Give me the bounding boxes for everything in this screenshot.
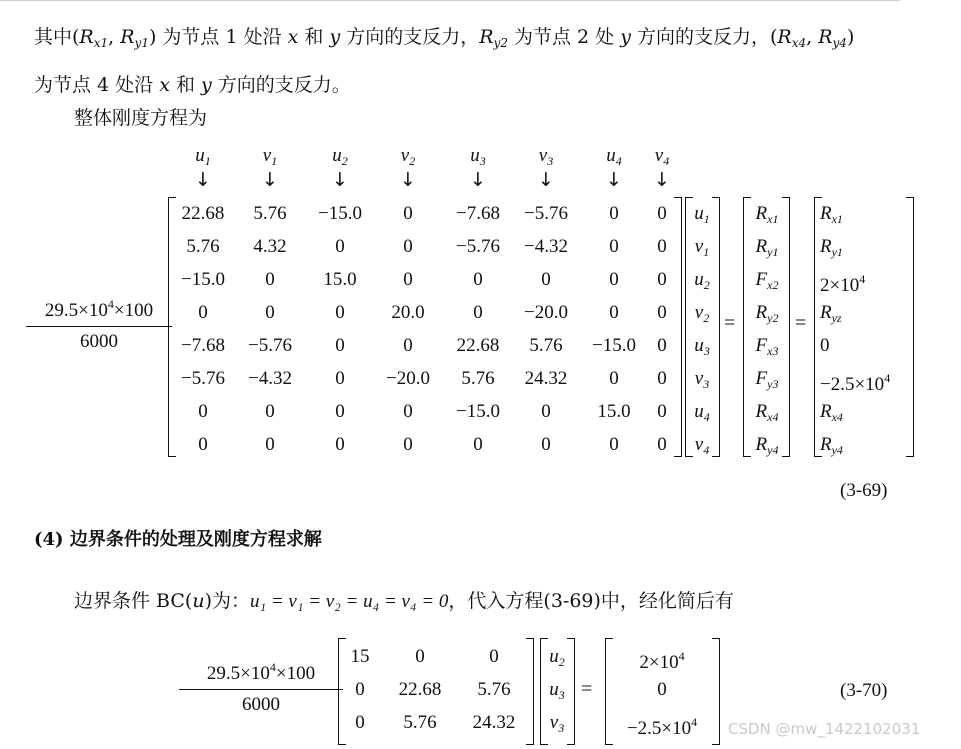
value-text: 0 — [657, 679, 667, 700]
text: 和 — [169, 74, 202, 96]
force-entry — [756, 428, 779, 461]
down-arrow-icon: ↓ — [470, 169, 486, 191]
coefficient-denominator: 6000 — [179, 689, 343, 716]
matrix-cell: −4.32 — [524, 236, 568, 257]
displacement-entry — [695, 230, 709, 263]
symbol: F — [755, 368, 768, 389]
matrix-column — [307, 197, 373, 461]
symbol: v — [549, 712, 559, 733]
force-entry — [756, 263, 779, 296]
subscript: 3 — [703, 377, 710, 391]
column-header — [388, 145, 428, 191]
symbol: u — [694, 401, 704, 422]
subscript: y2 — [767, 311, 779, 325]
boundary-equation: u₁ = v₁ = v₂ = u₄ = v₄ = 0 — [249, 591, 449, 612]
matrix-cell: 0 — [403, 236, 413, 257]
superscript: 4 — [678, 649, 685, 663]
subscript: 4 — [703, 410, 710, 424]
column-header-label — [263, 145, 277, 169]
eq69-equals-1: = — [724, 312, 736, 334]
matrix-cell: 0 — [415, 646, 425, 667]
displacement-entry — [694, 395, 710, 428]
matrix-cell: 22.68 — [398, 679, 442, 700]
subscript: 2 — [341, 154, 348, 168]
eq69-displacement-vector — [689, 197, 715, 461]
value-entry — [820, 197, 843, 230]
symbol-R: R — [777, 26, 792, 48]
down-arrow-icon: ↓ — [654, 169, 670, 191]
text: 为节点 4 处沿 — [34, 74, 160, 96]
rhs-entry — [627, 706, 697, 739]
eq69-force-vector — [747, 197, 787, 461]
symbol: R — [820, 236, 832, 257]
down-arrow-icon: ↓ — [195, 169, 211, 191]
matrix-cell: 0 — [657, 434, 667, 455]
matrix-cell: 0 — [609, 368, 619, 389]
symbol: R — [820, 203, 832, 224]
matrix-cell: 20.0 — [391, 302, 425, 323]
text: , — [806, 26, 819, 48]
symbol: R — [755, 302, 768, 323]
matrix-column — [378, 197, 438, 461]
subscript: 2 — [409, 154, 416, 168]
matrix-column — [340, 640, 380, 739]
symbol: u — [694, 269, 704, 290]
subscript: x2 — [767, 278, 779, 292]
matrix-cell: 0 — [335, 302, 345, 323]
force-entry — [756, 362, 779, 395]
matrix-cell: 0 — [473, 302, 483, 323]
matrix-cell: 5.76 — [253, 203, 287, 224]
matrix-cell: 24.32 — [472, 712, 516, 733]
rhs-entry — [657, 673, 667, 706]
subscript: 4 — [703, 443, 710, 457]
matrix-cell: −15.0 — [181, 269, 225, 290]
column-header-label — [401, 145, 415, 169]
matrix-cell: −15.0 — [456, 401, 500, 422]
symbol-R: R — [818, 26, 833, 48]
matrix-cell: 0 — [265, 302, 275, 323]
down-arrow-icon: ↓ — [606, 169, 622, 191]
force-entry — [756, 197, 779, 230]
force-entry — [756, 296, 779, 329]
matrix-column — [461, 640, 527, 739]
matrix-cell: 0 — [403, 269, 413, 290]
section-heading: (4) 边界条件的处理及刚度方程求解 — [34, 529, 322, 550]
displacement-entry — [549, 640, 565, 673]
matrix-cell: 0 — [609, 302, 619, 323]
subscript: 3 — [558, 721, 565, 735]
matrix-cell: 0 — [335, 434, 345, 455]
subscript: 1 — [703, 245, 710, 259]
symbol: u — [470, 145, 480, 166]
matrix-column — [650, 197, 674, 461]
value-entry — [820, 395, 843, 428]
subscript: y3 — [767, 377, 779, 391]
symbol-u: u — [192, 590, 205, 612]
subscript: 1 — [703, 212, 710, 226]
subscript: y2 — [493, 36, 508, 50]
symbol: R — [755, 401, 768, 422]
matrix-cell: 0 — [403, 335, 413, 356]
matrix-cell: 0 — [609, 434, 619, 455]
matrix-cell: 0 — [335, 236, 345, 257]
displacement-entry — [695, 362, 709, 395]
column-header — [183, 145, 223, 191]
subscript: 4 — [663, 154, 670, 168]
matrix-column — [582, 197, 646, 461]
text: 方向的支反力。 — [211, 74, 351, 96]
superscript: 4 — [691, 715, 698, 729]
symbol: v — [400, 145, 410, 166]
symbol: u — [332, 145, 342, 166]
matrix-cell: 5.76 — [186, 236, 220, 257]
matrix-cell: 0 — [541, 434, 551, 455]
matrix-cell: 0 — [355, 712, 365, 733]
symbol: u — [549, 646, 559, 667]
value-text: −2.5×10 — [626, 718, 692, 739]
matrix-cell: 0 — [657, 302, 667, 323]
matrix-cell: 4.32 — [253, 236, 287, 257]
displacement-entry — [549, 673, 565, 706]
value-entry — [820, 329, 830, 362]
matrix-cell: −7.68 — [456, 203, 500, 224]
subscript: 3 — [547, 154, 554, 168]
column-header — [594, 145, 634, 191]
subscript: y4 — [832, 36, 847, 50]
matrix-cell: 0 — [541, 401, 551, 422]
value-text: 0 — [820, 335, 830, 356]
superscript: 4 — [884, 371, 891, 385]
matrix-cell: 22.68 — [181, 203, 225, 224]
subscript: x4 — [767, 410, 779, 424]
symbol-x: x — [287, 26, 299, 48]
force-entry — [756, 395, 779, 428]
displacement-entry — [694, 197, 710, 230]
symbol: u — [694, 203, 704, 224]
subscript: x1 — [767, 212, 779, 226]
matrix-cell: −5.76 — [456, 236, 500, 257]
subscript: y4 — [767, 443, 779, 457]
matrix-cell: 0 — [403, 401, 413, 422]
symbol: u — [694, 335, 704, 356]
eq69-value-vector — [820, 197, 910, 461]
text: 其中( — [34, 26, 80, 48]
matrix-cell: −5.76 — [248, 335, 292, 356]
matrix-cell: −5.76 — [524, 203, 568, 224]
matrix-cell: 0 — [609, 203, 619, 224]
eq70-rhs-vector — [610, 640, 714, 739]
matrix-cell: 0 — [335, 401, 345, 422]
eq69-equals-2: = — [795, 312, 807, 334]
symbol: v — [262, 145, 272, 166]
subscript: y1 — [831, 245, 843, 259]
matrix-cell: 15.0 — [323, 269, 357, 290]
symbol: v — [694, 368, 704, 389]
coefficient-numerator: $29.5\times 10^4\times 100$ — [206, 660, 316, 684]
subscript: y4 — [831, 443, 843, 457]
eq70-equals: = — [581, 678, 593, 700]
down-arrow-icon: ↓ — [262, 169, 278, 191]
matrix-column — [387, 640, 453, 739]
displacement-entry — [550, 706, 564, 739]
symbol: v — [654, 145, 664, 166]
matrix-cell: 15 — [350, 646, 370, 667]
symbol: v — [694, 302, 704, 323]
superscript: 4 — [859, 272, 866, 286]
matrix-cell: −7.68 — [181, 335, 225, 356]
column-header — [458, 145, 498, 191]
symbol: R — [820, 302, 832, 323]
column-header-label — [606, 145, 622, 169]
matrix-cell: 0 — [403, 434, 413, 455]
matrix-cell: 5.76 — [477, 679, 511, 700]
symbol-y: y — [620, 26, 631, 48]
symbol-R: R — [479, 26, 494, 48]
value-entry — [820, 296, 842, 329]
text: )为： — [204, 590, 250, 612]
subscript: 2 — [558, 655, 565, 669]
column-header-label — [539, 145, 553, 169]
matrix-column — [171, 197, 235, 461]
text: 方向的支反力，( — [630, 26, 778, 48]
symbol: F — [755, 335, 768, 356]
eq70-coefficient — [183, 660, 339, 716]
coefficient-numerator: $29.5\times 10^4\times 100$ — [44, 297, 154, 321]
matrix-column — [240, 197, 300, 461]
matrix-cell: 5.76 — [403, 712, 437, 733]
symbol-y: y — [201, 74, 212, 96]
eq70-matrix-right-bracket — [526, 638, 534, 745]
matrix-cell: 5.76 — [461, 368, 495, 389]
matrix-cell: −5.76 — [181, 368, 225, 389]
symbol-R: R — [79, 26, 94, 48]
matrix-cell: 5.76 — [529, 335, 563, 356]
matrix-cell: 0 — [657, 335, 667, 356]
matrix-cell: 0 — [657, 236, 667, 257]
displacement-entry — [695, 428, 709, 461]
symbol: v — [538, 145, 548, 166]
value-text: 2×10 — [820, 275, 860, 296]
symbol: R — [820, 434, 832, 455]
column-header-label — [332, 145, 348, 169]
subscript: x3 — [767, 344, 779, 358]
matrix-cell: 0 — [657, 269, 667, 290]
matrix-cell: 0 — [335, 368, 345, 389]
matrix-cell: 0 — [609, 236, 619, 257]
matrix-cell: 0 — [198, 302, 208, 323]
subscript: 3 — [703, 344, 710, 358]
symbol: u — [549, 679, 559, 700]
matrix-cell: 0 — [265, 269, 275, 290]
text: 为节点 2 处 — [507, 26, 621, 48]
force-entry — [756, 230, 779, 263]
intro-line-1 — [34, 22, 854, 50]
column-header-label — [655, 145, 669, 169]
matrix-cell: 0 — [489, 646, 499, 667]
value-text: −2.5×10 — [820, 374, 885, 395]
matrix-cell: 0 — [265, 401, 275, 422]
down-arrow-icon: ↓ — [538, 169, 554, 191]
subscript: 3 — [558, 688, 565, 702]
top-rule — [0, 0, 900, 1]
subscript: 1 — [204, 154, 211, 168]
subscript: y1 — [134, 36, 149, 50]
value-entry — [820, 230, 843, 263]
matrix-cell: 0 — [609, 269, 619, 290]
matrix-column — [444, 197, 512, 461]
subscript: x4 — [831, 410, 843, 424]
text: 和 — [298, 26, 330, 48]
symbol: v — [694, 236, 704, 257]
matrix-column — [514, 197, 578, 461]
displacement-entry — [695, 296, 709, 329]
matrix-cell: 0 — [355, 679, 365, 700]
matrix-cell: −20.0 — [386, 368, 430, 389]
symbol: u — [195, 145, 205, 166]
eq70-number: (3-70) — [840, 680, 888, 701]
symbol-x: x — [159, 74, 170, 96]
matrix-cell: 0 — [541, 269, 551, 290]
matrix-cell: 0 — [198, 401, 208, 422]
text: 方向的支反力， — [340, 26, 480, 48]
text: , — [108, 26, 121, 48]
eq69-matrix-right-bracket — [674, 197, 682, 457]
matrix-cell: 0 — [265, 434, 275, 455]
force-entry — [756, 329, 779, 362]
matrix-cell: 0 — [657, 368, 667, 389]
intro-line-3: 整体刚度方程为 — [74, 107, 208, 129]
subscript: 3 — [479, 154, 486, 168]
subscript: 4 — [615, 154, 622, 168]
column-header-label — [195, 145, 211, 169]
symbol: R — [755, 434, 768, 455]
symbol: R — [755, 236, 768, 257]
subscript: 2 — [703, 278, 710, 292]
down-arrow-icon: ↓ — [332, 169, 348, 191]
rhs-entry — [639, 640, 684, 673]
matrix-cell: 24.32 — [524, 368, 568, 389]
eq70-displacement-vector — [544, 640, 570, 739]
value-entry — [820, 428, 843, 461]
boundary-condition-line — [74, 586, 734, 613]
matrix-cell: 0 — [198, 434, 208, 455]
value-entry — [820, 263, 865, 296]
matrix-cell: 22.68 — [456, 335, 500, 356]
symbol-R: R — [120, 26, 135, 48]
matrix-cell: 0 — [473, 434, 483, 455]
symbol: v — [694, 434, 704, 455]
text: ) 为节点 1 处沿 — [148, 26, 288, 48]
symbol-y: y — [329, 26, 341, 48]
subscript: 2 — [703, 311, 710, 325]
subscript: yz — [831, 311, 842, 325]
displacement-entry — [694, 263, 710, 296]
text: 边界条件 BC( — [74, 590, 193, 612]
symbol: R — [820, 401, 832, 422]
down-arrow-icon: ↓ — [400, 169, 416, 191]
displacement-entry — [694, 329, 710, 362]
text: ) — [846, 26, 855, 48]
symbol: R — [755, 203, 768, 224]
eq69-number: (3-69) — [840, 480, 888, 501]
column-header — [642, 145, 682, 191]
csdn-watermark: CSDN @mw_1422102031 — [728, 720, 921, 738]
column-header — [250, 145, 290, 191]
matrix-cell: −15.0 — [318, 203, 362, 224]
matrix-cell: 0 — [473, 269, 483, 290]
matrix-cell: −15.0 — [592, 335, 636, 356]
text: ，代入方程(3-69)中，经化简后有 — [448, 590, 734, 612]
symbol: F — [755, 269, 768, 290]
symbol: u — [606, 145, 616, 166]
value-entry — [820, 362, 890, 395]
matrix-cell: 15.0 — [597, 401, 631, 422]
subscript: 1 — [271, 154, 278, 168]
subscript: y1 — [767, 245, 779, 259]
column-header-label — [470, 145, 486, 169]
matrix-cell: −4.32 — [248, 368, 292, 389]
matrix-cell: 0 — [335, 335, 345, 356]
matrix-cell: 0 — [657, 203, 667, 224]
column-header — [320, 145, 360, 191]
matrix-cell: 0 — [403, 203, 413, 224]
subscript: x4 — [791, 36, 807, 50]
coefficient-denominator: 6000 — [26, 326, 172, 353]
intro-line-2 — [34, 70, 351, 97]
matrix-cell: 0 — [657, 401, 667, 422]
column-header — [526, 145, 566, 191]
matrix-cell: −20.0 — [524, 302, 568, 323]
subscript: x1 — [831, 212, 843, 226]
eq69-coefficient — [30, 297, 168, 353]
value-text: 2×10 — [639, 652, 679, 673]
subscript: x1 — [93, 36, 109, 50]
